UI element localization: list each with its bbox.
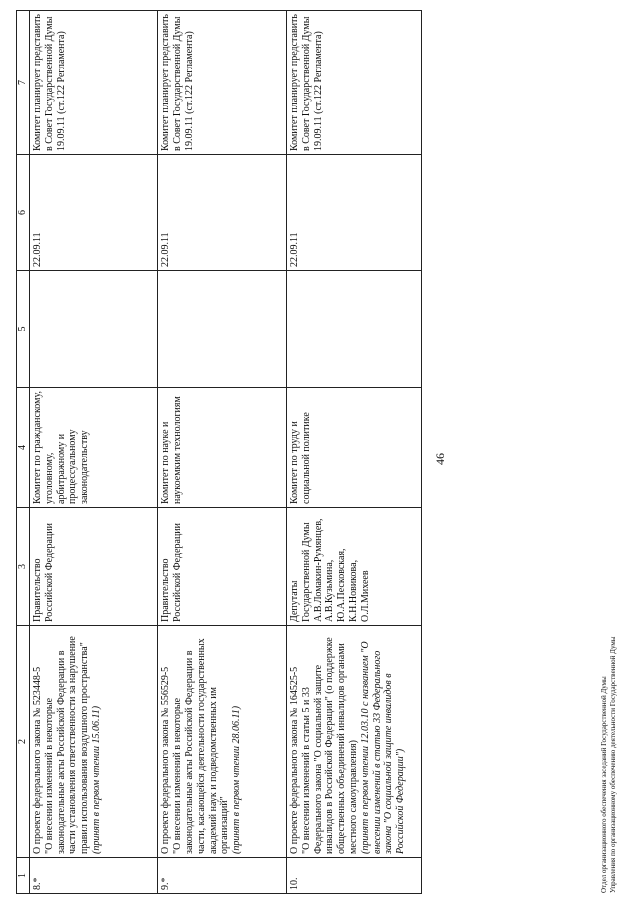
initiator: Депутаты Государственной Думы А.В.Ломакин-Румянцев, А.В.Кузьмина, Ю.А.Песковская, К.Н.Новикова, О.Л.Михеев	[286, 508, 421, 626]
bill-reading-note: (принят в первом чтении 28.06.11)	[231, 705, 243, 854]
column-5-cell	[286, 271, 421, 388]
row-number: 9.*	[158, 858, 286, 894]
bill-description	[30, 626, 158, 858]
plan-note: Комитет планирует представить в Совет Государственной Думы 19.09.11 (ст.122 Регламента)	[30, 11, 158, 155]
bill-title: "О внесении изменений в некоторые законодательные акты Российской Федерации в части, касающейся деятельности государственных академий наук и подведомственных им организаций"	[172, 638, 231, 854]
initiator: Правительство Российской Федерации	[30, 508, 158, 626]
bill-number: О проекте федерального закона № 523448-5	[32, 666, 43, 854]
initiator: Правительство Российской Федерации	[158, 508, 286, 626]
table-row	[158, 11, 286, 894]
committee: Комитет по труду и социальной политике	[286, 388, 421, 508]
bill-reading-note: (принят в первом чтении 15.06.11)	[90, 705, 102, 854]
column-header: 3	[17, 508, 30, 626]
bill-number: О проекте федерального закона № 556529-5	[160, 666, 172, 854]
table-row	[30, 11, 158, 894]
column-header: 1	[17, 858, 30, 894]
committee: Комитет по науке и наукоемким технологиям	[158, 388, 286, 508]
column-header: 4	[17, 388, 30, 508]
footer-line: Отдел организационного обеспечения заседаний Государственной Думы	[600, 676, 608, 893]
bill-description	[286, 626, 421, 858]
bill-title: "О внесении изменений в статьи 5 и 33 Федерального закона "О социальной защите инвалидов в Российской Федерации" (о поддержке общественных объединений инвалидов органами местного самоуправления)	[300, 637, 359, 854]
date: 22.09.11	[30, 155, 158, 271]
bill-description	[158, 626, 286, 858]
row-number: 10.	[286, 858, 421, 894]
plan-note: Комитет планирует представить в Совет Государственной Думы 19.09.11 (ст.122 Регламента)	[158, 11, 286, 155]
date: 22.09.11	[286, 155, 421, 271]
column-header: 5	[17, 271, 30, 388]
table-row	[286, 11, 421, 894]
footer	[600, 637, 618, 893]
footer-line: Управления по организационному обеспечению деятельности Государственной Думы	[608, 636, 617, 893]
row-number: 8.*	[30, 858, 158, 894]
column-header: 6	[17, 155, 30, 271]
agenda-table	[16, 10, 422, 894]
column-5-cell	[30, 271, 158, 388]
bill-reading-note: (принят в первом чтении 12.03.10 с названием "О внесении изменений в статью 33 Федерального закона "О социальной защите инвалидов в Российской Федерации")	[359, 641, 407, 854]
plan-note: Комитет планирует представить в Совет Государственной Думы 19.09.11 (ст.122 Регламента)	[286, 11, 421, 155]
page-number: 46	[433, 453, 447, 465]
header-row	[17, 11, 30, 894]
bill-number: О проекте федерального закона № 164525-5	[288, 666, 300, 854]
column-header: 7	[17, 11, 30, 155]
column-5-cell	[158, 271, 286, 388]
column-header: 2	[17, 626, 30, 858]
committee: Комитет по гражданскому, уголовному, арбитражному и процессуальному законодательству	[30, 388, 158, 508]
date: 22.09.11	[158, 155, 286, 271]
bill-title: "О внесении изменений в некоторые законодательные акты Российской Федерации в части установления ответственности за нарушение правил использования воздушного пространства"	[43, 636, 91, 854]
